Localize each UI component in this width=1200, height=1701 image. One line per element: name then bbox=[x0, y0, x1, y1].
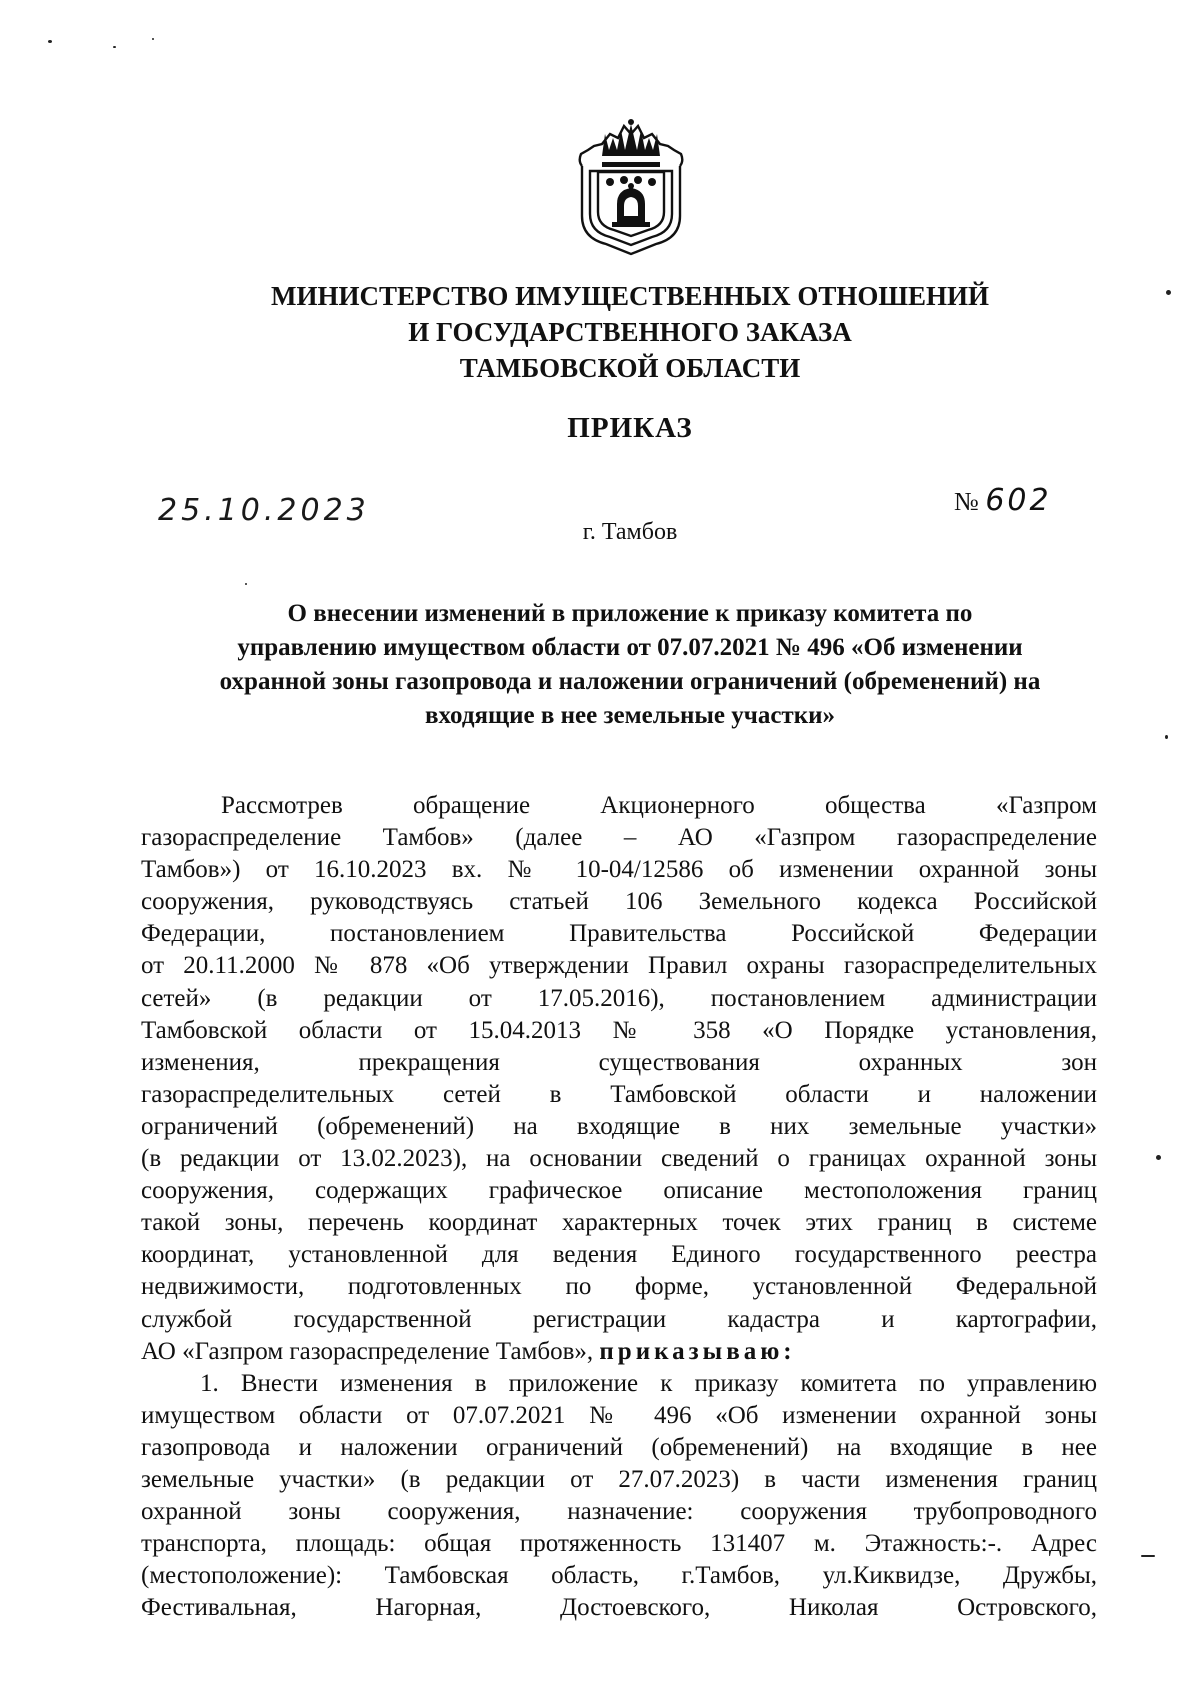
ministry-name-line3: ТАМБОВСКОЙ ОБЛАСТИ bbox=[459, 353, 801, 383]
scan-speck bbox=[1165, 735, 1168, 739]
scan-speck bbox=[152, 38, 154, 40]
body-line: координат, установленной для ведения Единого государственного реестра bbox=[141, 1241, 1097, 1269]
body-line: 1. Внести изменения в приложение к приказу комитета по управлению bbox=[200, 1369, 1097, 1397]
body-line: Федерации, постановлением Правительства Российской Федерации bbox=[141, 920, 1097, 948]
body-line: Фестивальная, Нагорная, Достоевского, Николая Островского, bbox=[141, 1594, 1097, 1622]
body-line: охранной зоны сооружения, назначение: сооружения трубопроводного bbox=[141, 1498, 1097, 1526]
body-line: транспорта, площадь: общая протяженность 131407 м. Этажность:-. Адрес bbox=[141, 1530, 1097, 1558]
body-line: газопровода и наложении ограничений (обременений) на входящие в нее bbox=[141, 1433, 1097, 1461]
scan-speck bbox=[245, 583, 247, 585]
body-line: недвижимости, подготовленных по форме, установленной Федеральной bbox=[141, 1273, 1097, 1301]
order-number-value: 602 bbox=[985, 483, 1052, 518]
scan-speck bbox=[1166, 290, 1171, 295]
ministry-header bbox=[150, 278, 1110, 386]
body-line bbox=[141, 1336, 1097, 1368]
coat-of-arms-icon bbox=[572, 116, 690, 258]
ministry-name-line1: МИНИСТЕРСТВО ИМУЩЕСТВЕННЫХ ОТНОШЕНИЙ bbox=[270, 281, 990, 311]
body-line: от 20.11.2000 № 878 «Об утверждении Правил охраны газораспределительных bbox=[141, 952, 1097, 980]
body-line: сооружения, содержащих графическое описание местоположения границ bbox=[141, 1177, 1097, 1205]
body-line: Тамбов») от 16.10.2023 вх. № 10-04/12586 об изменении охранной зоны bbox=[141, 856, 1097, 884]
order-date: 25.10.2023 bbox=[158, 493, 370, 528]
body-line: ограничений (обременений) на входящие в них земельные участки» bbox=[141, 1112, 1097, 1140]
body-line: службой государственной регистрации кадастра и картографии, bbox=[141, 1305, 1097, 1333]
body-line: сетей» (в редакции от 17.05.2016), постановлением администрации bbox=[141, 984, 1097, 1012]
body-line: газораспределительных сетей в Тамбовской области и наложении bbox=[141, 1080, 1097, 1108]
subject-line: входящие в нее земельные участки» bbox=[424, 702, 836, 729]
body-line: земельные участки» (в редакции от 27.07.2023) в части изменения границ bbox=[141, 1465, 1097, 1493]
scan-speck bbox=[1156, 1155, 1161, 1160]
body-text: АО «Газпром газораспределение Тамбов», bbox=[141, 1337, 594, 1365]
scan-speck bbox=[113, 46, 116, 48]
order-number bbox=[954, 483, 1052, 518]
body-line: Рассмотрев обращение Акционерного общества «Газпром bbox=[221, 792, 1097, 819]
body-line: (местоположение): Тамбовская область, г.Тамбов, ул.Киквидзе, Дружбы, bbox=[141, 1562, 1097, 1590]
ministry-name-line2: И ГОСУДАРСТВЕННОГО ЗАКАЗА bbox=[408, 317, 852, 347]
order-word: приказываю: bbox=[599, 1337, 796, 1365]
subject-line: О внесении изменений в приложение к приказу комитета по bbox=[287, 600, 973, 627]
number-sign: № bbox=[954, 487, 979, 516]
body-line: имуществом области от 07.07.2021 № 496 «Об изменении охранной зоны bbox=[141, 1401, 1097, 1429]
order-subject bbox=[150, 597, 1110, 733]
body-line: газораспределение Тамбов» (далее – АО «Газпром газораспределение bbox=[141, 824, 1097, 852]
scan-speck bbox=[48, 40, 52, 43]
document-title: ПРИКАЗ bbox=[567, 412, 693, 444]
subject-line: управлению имуществом области от 07.07.2021 № 496 «Об изменении bbox=[237, 634, 1023, 661]
scan-speck bbox=[1141, 1555, 1155, 1557]
body-line: Тамбовской области от 15.04.2013 № 358 «О Порядке установления, bbox=[141, 1016, 1097, 1044]
body-line: такой зоны, перечень координат характерных точек этих границ в системе bbox=[141, 1209, 1097, 1237]
order-body bbox=[141, 790, 1097, 1624]
subject-line: охранной зоны газопровода и наложении ограничений (обременений) на bbox=[219, 668, 1041, 695]
body-line: изменения, прекращения существования охранных зон bbox=[141, 1048, 1097, 1076]
body-line: (в редакции от 13.02.2023), на основании сведений о границах охранной зоны bbox=[141, 1145, 1097, 1173]
body-line: сооружения, руководствуясь статьей 106 Земельного кодекса Российской bbox=[141, 888, 1097, 916]
issuing-city: г. Тамбов bbox=[582, 519, 678, 545]
